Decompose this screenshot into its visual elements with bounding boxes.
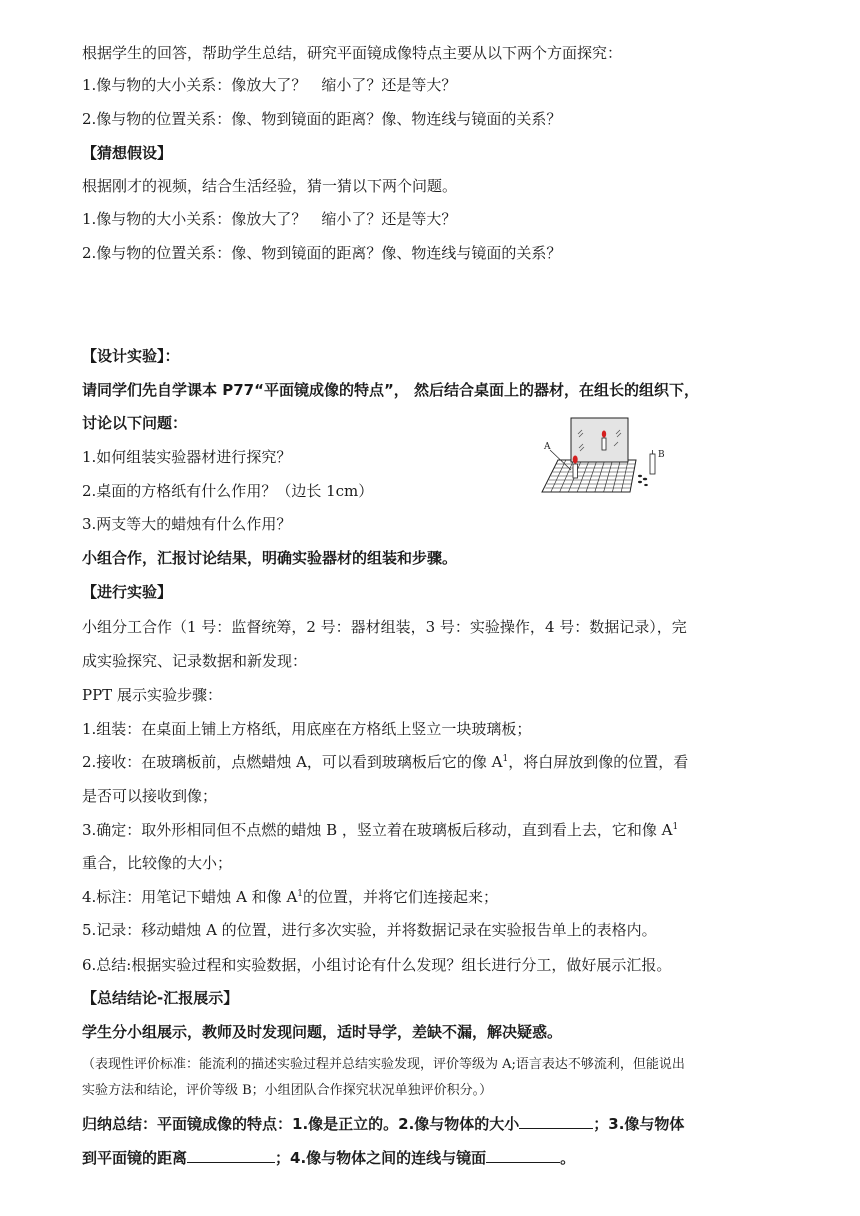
step-4-superscript: 1 xyxy=(297,889,304,899)
step-2-superscript: 1 xyxy=(502,754,509,764)
summary-criteria-line-2: 实验方法和结论，评价等级 B；小组团队合作探究状况单独评价积分。） xyxy=(82,1083,493,1098)
image-flame xyxy=(602,431,606,438)
conclusion-text-d: ；4.像与物体之间的连线与镜面 xyxy=(275,1149,487,1167)
design-question-3: 3.两支等大的蜡烛有什么作用？ xyxy=(82,515,292,533)
answer-blank-size[interactable] xyxy=(519,1114,593,1129)
summary-conclusion-line-1 xyxy=(82,1114,684,1134)
conclusion-text-e: 。 xyxy=(560,1149,576,1167)
design-heading: 【设计实验】： xyxy=(82,347,180,365)
answer-blank-distance[interactable] xyxy=(187,1148,275,1163)
step-3-superscript: 1 xyxy=(672,822,679,832)
intro-summary: 根据学生的回答，帮助学生总结，研究平面镜成像特点主要从以下两个方面探究： xyxy=(82,44,623,62)
glass-plate xyxy=(571,418,628,462)
hypothesis-lead: 根据刚才的视频，结合生活经验，猜一猜以下两个问题。 xyxy=(82,177,458,195)
hypothesis-question-2: 2.像与物的位置关系：像、物到镜面的距离？像、物连线与镜面的关系？ xyxy=(82,244,562,262)
hypothesis-question-1: 1.像与物的大小关系：像放大了？ 缩小了？还是等大？ xyxy=(82,210,457,228)
step-2-text-b: ，将白屏放到像的位置，看 xyxy=(508,753,689,771)
conclusion-text-a: 归纳总结：平面镜成像的特点：1.像是正立的。2.像与物体的大小 xyxy=(82,1115,520,1133)
design-instruction-line-2: 讨论以下问题： xyxy=(82,414,188,432)
label-b: B xyxy=(658,450,665,460)
experiment-step-3 xyxy=(82,820,678,840)
experiment-step-2 xyxy=(82,752,688,772)
experiment-step-4 xyxy=(82,887,498,907)
step-3-text: 3.确定：取外形相同但不点燃的蜡烛 B ，竖立着在玻璃板后移动，直到看上去，它和像 A xyxy=(82,821,673,839)
step-2-text-a: 2.接收：在玻璃板前，点燃蜡烛 A，可以看到玻璃板后它的像 A xyxy=(82,753,503,771)
mirror-experiment-figure xyxy=(536,412,681,494)
pebbles xyxy=(638,475,648,486)
design-question-1: 1.如何组装实验器材进行探究？ xyxy=(82,448,292,466)
image-candle xyxy=(602,438,606,450)
experiment-heading: 【进行实验】 xyxy=(82,583,173,601)
conclusion-text-b: ；3.像与物体 xyxy=(593,1115,685,1133)
conclusion-text-c: 到平面镜的距离 xyxy=(82,1149,188,1167)
label-a: A xyxy=(544,442,551,452)
experiment-step-2-line-2: 是否可以接收到像； xyxy=(82,787,218,805)
design-question-2: 2.桌面的方格纸有什么作用？（边长 1cm） xyxy=(82,482,374,500)
design-instruction-line-1: 请同学们先自学课本 P77“平面镜成像的特点”， 然后结合桌面上的器材，在组长的组织下， xyxy=(82,381,700,399)
summary-heading: 【总结结论-汇报展示】 xyxy=(82,989,239,1007)
intro-question-2: 2.像与物的位置关系：像、物到镜面的距离？像、物连线与镜面的关系？ xyxy=(82,110,562,128)
answer-blank-line-relation[interactable] xyxy=(486,1148,560,1163)
experiment-division-line-2: 成实验探究、记录数据和新发现： xyxy=(82,652,308,670)
hypothesis-heading: 【猜想假设】 xyxy=(82,144,173,162)
summary-criteria-line-1: （表现性评价标准：能流利的描述实验过程并总结实验发现，评价等级为 A;语言表达不够流利，但能说出 xyxy=(82,1057,685,1072)
step-4-text-b: 的位置，并将它们连接起来； xyxy=(303,888,499,906)
summary-lead: 学生分小组展示，教师及时发现问题，适时导学，差缺不漏，解决疑惑。 xyxy=(82,1023,563,1041)
candle-b xyxy=(650,454,655,474)
step-4-text-a: 4.标注：用笔记下蜡烛 A 和像 A xyxy=(82,888,298,906)
experiment-division-line-1: 小组分工合作（1 号：监督统筹，2 号：器材组装，3 号：实验操作，4 号：数据记录），完 xyxy=(82,618,687,636)
candle-a xyxy=(573,464,578,478)
design-conclusion: 小组合作，汇报讨论结果，明确实验器材的组装和步骤。 xyxy=(82,549,458,567)
summary-conclusion-line-2 xyxy=(82,1148,575,1168)
experiment-ppt-label: PPT 展示实验步骤： xyxy=(82,686,222,704)
experiment-step-6: 6.总结:根据实验过程和实验数据，小组讨论有什么发现？组长进行分工，做好展示汇报。 xyxy=(82,956,672,974)
experiment-step-5: 5.记录：移动蜡烛 A 的位置，进行多次实验，并将数据记录在实验报告单上的表格内。 xyxy=(82,921,657,939)
experiment-step-3-line-2: 重合，比较像的大小； xyxy=(82,854,233,872)
intro-question-1: 1.像与物的大小关系：像放大了？ 缩小了？还是等大？ xyxy=(82,76,457,94)
candle-a-flame xyxy=(573,456,578,464)
experiment-step-1: 1.组装：在桌面上铺上方格纸，用底座在方格纸上竖立一块玻璃板； xyxy=(82,720,532,738)
